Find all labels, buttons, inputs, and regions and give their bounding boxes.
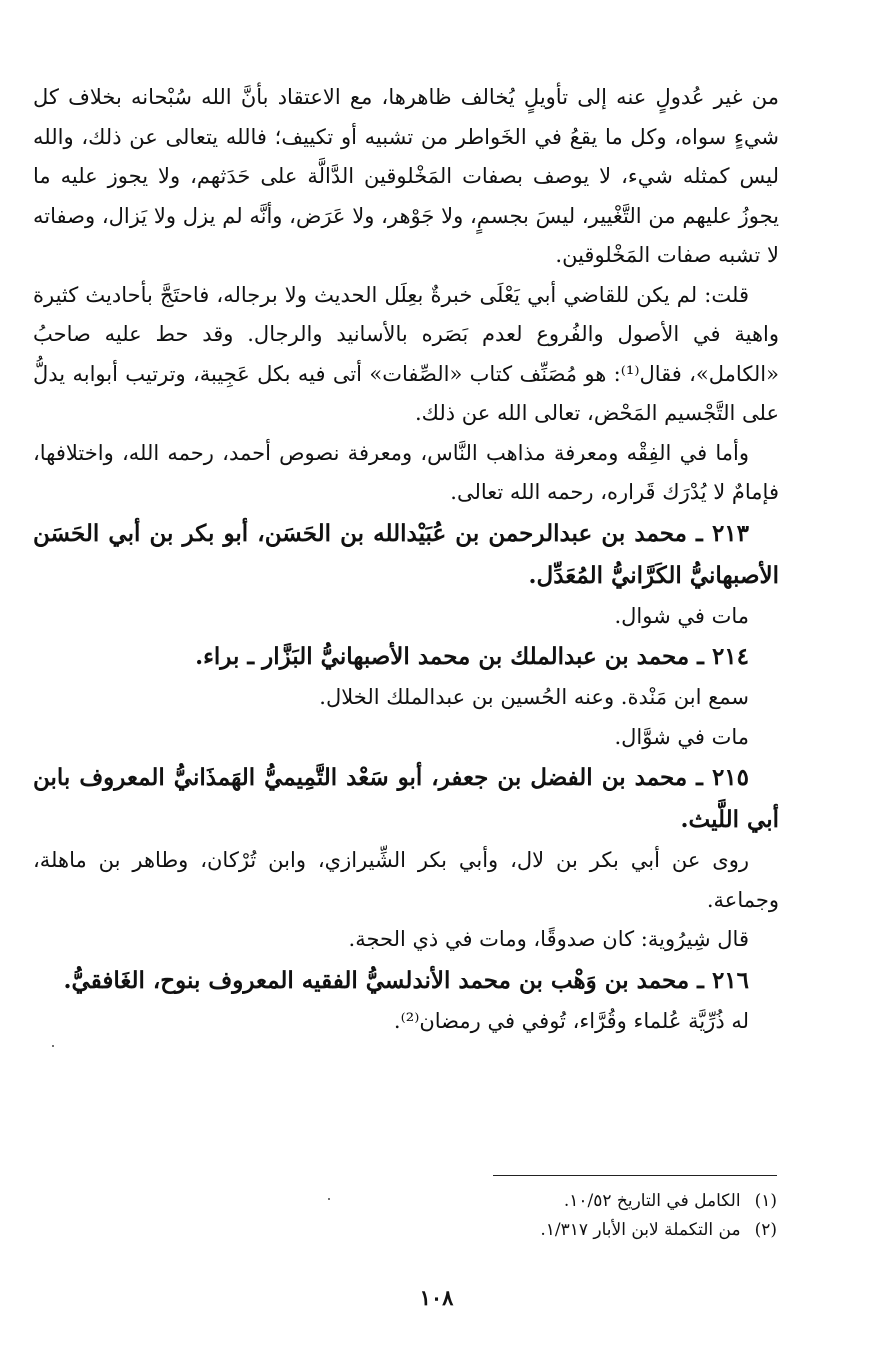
footnote-2 (97, 1216, 777, 1245)
footnote-1 (97, 1187, 777, 1216)
entry-text-213: مات في شوال. (614, 603, 749, 628)
entry-text-216: له ذُرِّيَّة عُلماء وقُرَّاء، تُوفي في رمضان⁽²⁾. (393, 1008, 749, 1033)
footnote-1-text: الكامل في التاريخ ١٠/٥٢. (563, 1191, 741, 1211)
paragraph-commentary: قلت: لم يكن للقاضي أبي يَعْلَى خبرةٌ بعِلَل الحديث ولا برجاله، فاحتَجَّ بأحاديث كثيرة واهية في الأصول والفُروع لعدم بَصَره بالأسانيد والرجال. وقد حط عليه صاحبُ «الكامل»، فقال⁽¹⁾: هو مُصَنِّف كتاب «الصِّفات» أتى فيه بكل عَجِيبة، وترتيب أبوابه يدلُّ على التَّجْسيم المَحْض، تعالى الله عن ذلك. (33, 282, 779, 425)
paragraph-creed: من غير عُدولٍ عنه إلى تأويلٍ يُخالف ظاهرها، مع الاعتقاد بأنَّ الله سُبْحانه بخلاف كل شيءٍ سواه، وكل ما يقعُ في الخَواطر من تشبيه أو تكييف؛ فالله يتعالى عن ذلك، والله ليس كمثله شيء، لا يوصف بصفات المَخْلوقين الدَّالَّة على حَدَثهم، ولا يجوز عليه ما يجوزُ عليهم من التَّغْيير، ليسَ بجسمٍ، ولا جَوْهر، ولا عَرَض، وأنَّه لم يزل ولا يَزال، وصفاته لا تشبه صفات المَخْلوقين. (33, 85, 779, 267)
page-number: ١٠٨ (419, 1285, 454, 1310)
footnote-divider (493, 1175, 777, 1176)
entry-text-215-b: قال شِيرُوية: كان صدوقًا، ومات في ذي الحجة. (348, 927, 749, 951)
print-speck (52, 1045, 54, 1047)
entry-heading-214: ٢١٤ ـ محمد بن عبدالملك بن محمد الأصبهانيُّ البَزَّار ـ براء. (195, 643, 749, 670)
entry-text-215-a: روى عن أبي بكر بن لال، وأبي بكر الشِّيرازي، وابن تُرْكان، وطاهر بن ماهلة، وجماعة. (33, 848, 779, 912)
footnote-2-number: (٢) (754, 1220, 777, 1240)
entry-heading-216: ٢١٦ ـ محمد بن وَهْب بن محمد الأندلسيُّ الفقيه المعروف بنوح، الغَافقيُّ. (63, 966, 749, 994)
footnote-2-text: من التكملة لابن الأبار ١/٣١٧. (540, 1220, 741, 1240)
entry-text-214-b: مات في شوَّال. (614, 724, 749, 749)
main-text (33, 78, 779, 1041)
footnote-1-number: (١) (754, 1191, 777, 1211)
entry-heading-213: ٢١٣ ـ محمد بن عبدالرحمن بن عُبَيْدالله بن الحَسَن، أبو بكر بن أبي الحَسَن الأصبهانيُّ الكَرَّانيُّ المُعَدِّل. (33, 519, 779, 589)
entry-heading-215: ٢١٥ ـ محمد بن الفضل بن جعفر، أبو سَعْد التَّمِيميُّ الهَمذَانيُّ المعروف بابن أبي اللَّيث. (33, 764, 779, 833)
entry-text-214-a: سمع ابن مَنْدة. وعنه الحُسين بن عبدالملك الخلال. (319, 685, 749, 709)
footnotes (97, 1187, 777, 1245)
print-speck (328, 1198, 330, 1200)
paragraph-fiqh: وأما في الفِقْه ومعرفة مذاهب النَّاس، ومعرفة نصوص أحمد، رحمه الله، واختلافها، فإمامٌ لا يُدْرَك قَراره، رحمه الله تعالى. (33, 440, 779, 504)
